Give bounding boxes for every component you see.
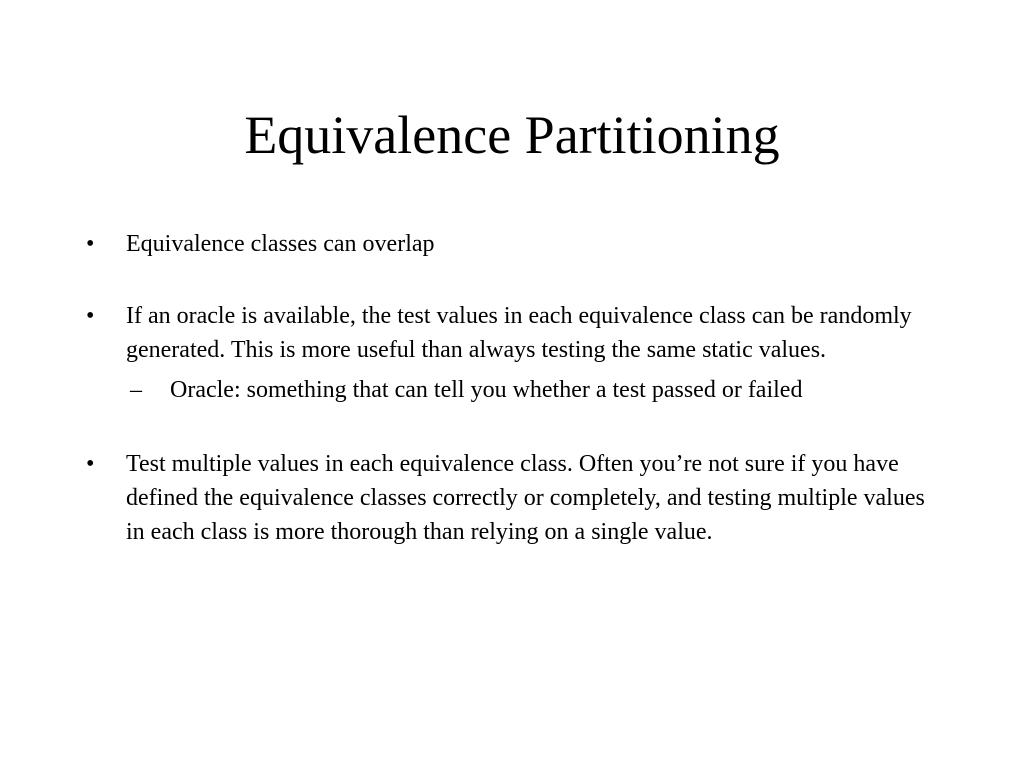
- slide-title: Equivalence Partitioning: [244, 105, 780, 165]
- bullet-item-oracle: [86, 299, 946, 367]
- subbullet-marker: –: [130, 377, 142, 403]
- bullet-item-multiple-values: [86, 447, 946, 549]
- bullet-item-overlap: [86, 227, 946, 261]
- bullet-text: Test multiple values in each equivalence class. Often you’re not sure if you have defined the equivalence classes correctly or completely, and testing multiple values in each class is more thorough than relying on a single value.: [126, 451, 925, 545]
- bullet-text: If an oracle is available, the test values in each equivalence class can be randomly generated. This is more useful than always testing the same static values.: [126, 303, 912, 363]
- bullet-marker: •: [86, 451, 95, 477]
- subbullet-text: Oracle: something that can tell you whether a test passed or failed: [170, 377, 803, 403]
- subbullet-item-oracle-definition: [86, 373, 946, 407]
- bullet-list: [86, 227, 946, 549]
- bullet-marker: •: [86, 303, 95, 329]
- bullet-text: Equivalence classes can overlap: [126, 231, 435, 257]
- bullet-marker: •: [86, 231, 95, 257]
